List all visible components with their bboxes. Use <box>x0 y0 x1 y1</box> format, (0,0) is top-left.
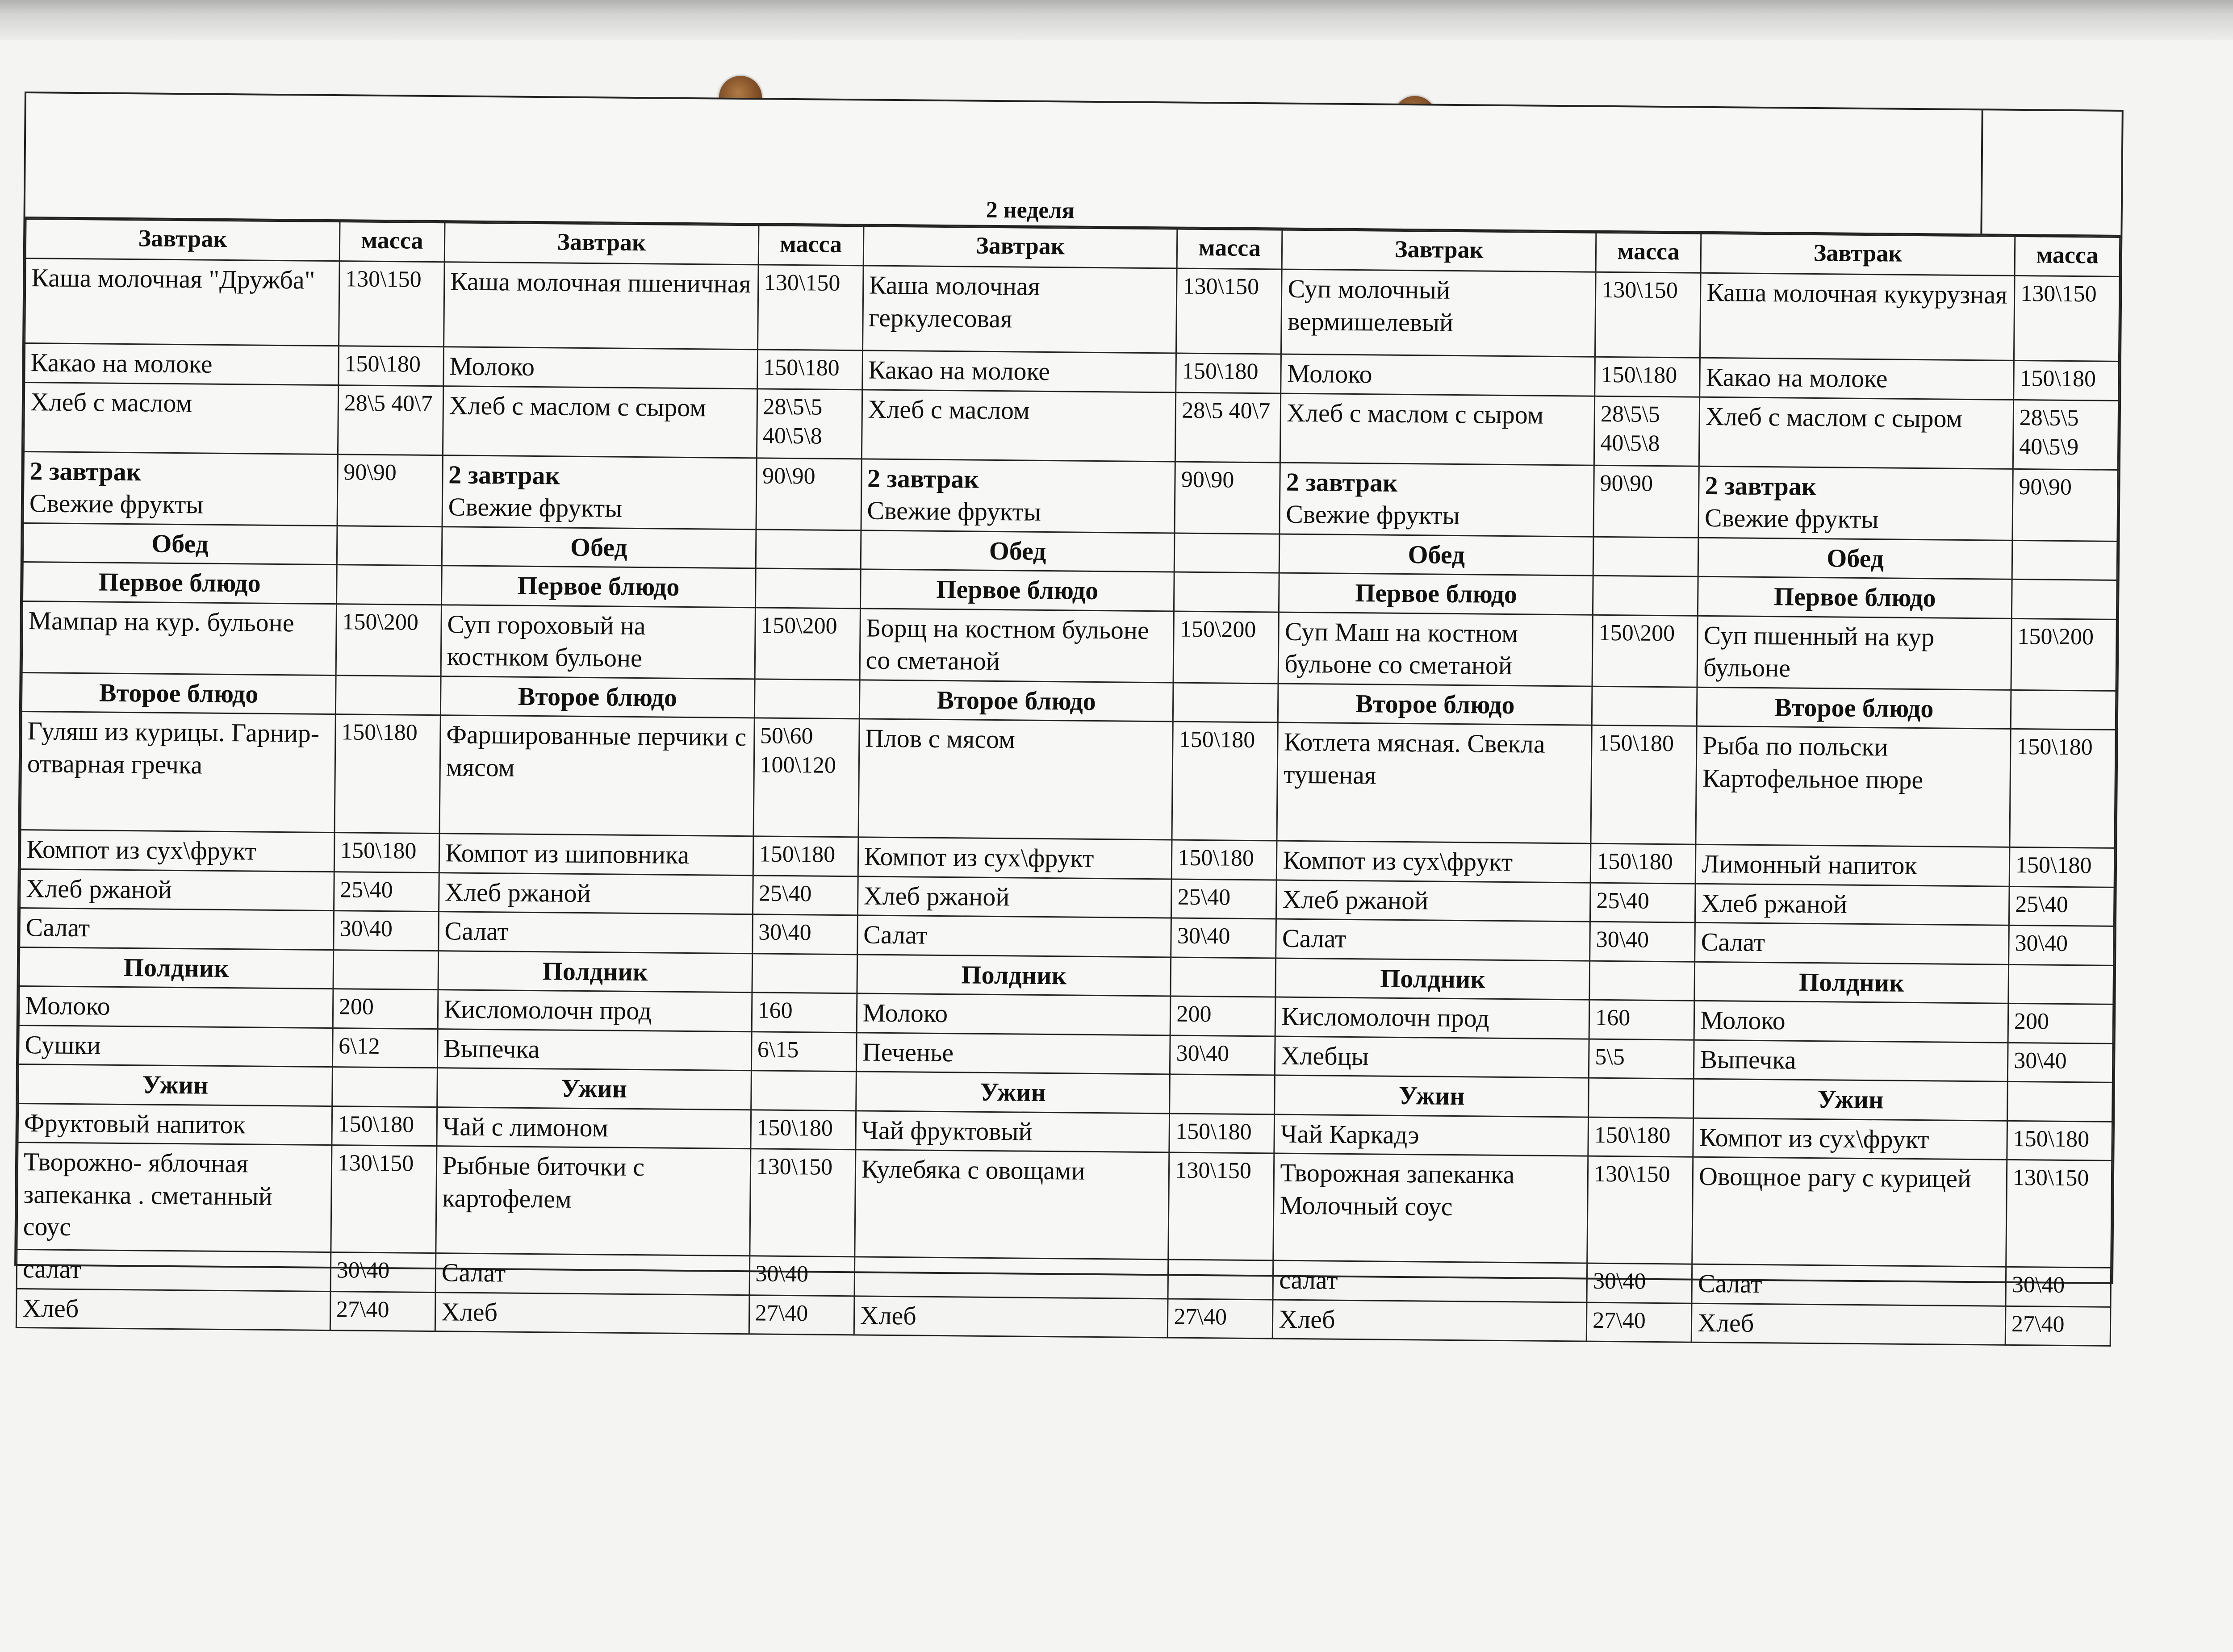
dish-mass: 130\150 <box>339 261 444 347</box>
dish-mass: 90\90 <box>337 454 443 526</box>
dish-name: Суп пшенный на кур бульоне <box>1697 616 2011 690</box>
dish-name: Суп молочный вермишелевый <box>1281 269 1596 357</box>
mass-header: масса <box>339 222 445 262</box>
dish-mass: 200 <box>2008 1003 2113 1043</box>
dish-mass: 25\40 <box>1590 883 1696 923</box>
dish-name: Каша молочная кукурузная <box>1700 273 2015 360</box>
dinner-title: Ужин <box>856 1072 1170 1114</box>
dish-name: Хлеб с маслом с сыром <box>1699 397 2014 469</box>
dish-mass: 90\90 <box>1593 465 1699 538</box>
lunch-title: Обед <box>23 523 337 565</box>
dish-name: Кисломолочн прод <box>1275 997 1590 1039</box>
dish-name: Свежие фрукты <box>1704 503 1879 534</box>
dish-mass: 25\40 <box>1171 879 1277 919</box>
dish-mass: 27\40 <box>1168 1298 1273 1339</box>
dish-mass: 28\5 40\7 <box>1175 392 1281 463</box>
dish-mass: 30\40 <box>1171 918 1276 958</box>
dish-mass: 150\180 <box>332 1106 437 1146</box>
dish-name: Салат <box>1695 922 2009 964</box>
dish-mass: 150\200 <box>1592 615 1698 687</box>
lunch-title: Обед <box>861 530 1175 572</box>
dish-mass: 150\180 <box>1176 353 1281 393</box>
dish-mass: 130\150 <box>1176 268 1282 354</box>
dish-name: Хлеб ржаной <box>1695 884 2010 926</box>
second-breakfast-cell <box>442 455 757 529</box>
dish-mass: 30\40 <box>334 911 439 951</box>
dish-name: Молоко <box>1694 1001 2008 1043</box>
dish-mass: 150\200 <box>2011 618 2116 691</box>
second-breakfast-cell <box>1698 466 2013 540</box>
second-breakfast-title: 2 завтрак <box>29 456 142 486</box>
dish-mass: 150\200 <box>1173 611 1279 684</box>
empty-mass <box>751 1071 856 1111</box>
dish-name: Хлебцы <box>1275 1036 1589 1078</box>
dish-mass: 130\150 <box>2014 275 2120 361</box>
dish-name: Каша молочная геркулесовая <box>862 266 1177 353</box>
empty-mass <box>1174 572 1280 612</box>
dish-name: салат <box>17 1249 331 1291</box>
sheet-header <box>25 93 2122 237</box>
dish-mass <box>1168 1260 1273 1300</box>
empty-mass <box>752 953 857 993</box>
dish-name: Компот из сух\фрукт <box>1693 1118 2007 1160</box>
empty-mass <box>1593 537 1698 577</box>
empty-mass <box>335 675 441 715</box>
dish-mass: 50\60 100\120 <box>753 718 859 837</box>
empty-mass <box>333 950 439 990</box>
menu-sheet <box>14 92 2124 1338</box>
dish-name: Мампар на кур. бульоне <box>22 601 336 675</box>
dish-name: Каша молочная пшеничная <box>443 262 758 350</box>
dish-mass: 25\40 <box>334 872 439 912</box>
dish-name: Котлета мясная. Свекла тушеная <box>1277 722 1592 843</box>
dish-mass: 30\40 <box>749 1256 855 1296</box>
dish-name: Выпечка <box>1694 1040 2008 1082</box>
second-breakfast-cell <box>1280 463 1594 537</box>
empty-mass <box>337 526 442 566</box>
dish-name: Хлеб с маслом <box>861 389 1176 461</box>
empty-mass <box>1170 1074 1275 1114</box>
empty-mass <box>2011 690 2116 730</box>
empty-mass <box>2008 964 2114 1005</box>
dish-mass: 150\180 <box>757 350 862 390</box>
dish-name <box>854 1257 1169 1299</box>
dish-mass: 30\40 <box>2007 1043 2113 1083</box>
dish-name: Компот из шиповника <box>439 834 753 876</box>
dish-mass: 130\150 <box>331 1145 437 1253</box>
second-breakfast-cell <box>861 459 1175 533</box>
dish-name: Хлеб ржаной <box>439 872 753 914</box>
dish-name: Хлеб ржаной <box>1276 880 1591 922</box>
dish-mass: 27\40 <box>2005 1306 2111 1346</box>
dish-mass: 90\90 <box>1175 462 1280 534</box>
dish-name: Хлеб <box>1691 1303 2006 1345</box>
dish-mass: 150\180 <box>2014 360 2119 400</box>
second-course-title: Второе блюдо <box>859 680 1174 722</box>
dish-name: Какао на молоке <box>1700 358 2014 400</box>
dinner-title: Ужин <box>1275 1075 1589 1117</box>
dish-mass: 150\180 <box>1169 1113 1275 1153</box>
dish-name: Рыбные биточки с картофелем <box>436 1146 751 1256</box>
first-course-title: Первое блюдо <box>23 562 337 604</box>
dish-name: Хлеб ржаной <box>20 869 335 911</box>
dish-mass: 28\5\5 40\5\8 <box>757 388 862 459</box>
second-course-title: Второе блюдо <box>21 672 336 714</box>
dish-mass: 150\180 <box>2007 1121 2112 1161</box>
snack-title: Полдник <box>857 954 1171 996</box>
dish-mass: 150\180 <box>1591 725 1697 844</box>
dish-mass: 150\180 <box>1590 843 1696 884</box>
dish-mass: 130\150 <box>1168 1152 1274 1260</box>
dish-name: салат <box>1273 1260 1587 1302</box>
dish-mass: 30\40 <box>1587 1263 1692 1303</box>
dish-name: Какао на молоке <box>25 343 339 385</box>
dish-mass: 25\40 <box>2009 886 2114 926</box>
empty-mass <box>756 529 861 569</box>
dish-name: Суп Маш на костном бульоне со сметаной <box>1278 612 1593 686</box>
empty-mass <box>1592 686 1697 726</box>
empty-mass <box>2011 579 2117 619</box>
dish-mass: 28\5\5 40\5\9 <box>2013 400 2118 470</box>
empty-mass <box>1175 533 1280 573</box>
breakfast-header: Завтрак <box>1282 230 1597 272</box>
dish-mass: 27\40 <box>1586 1302 1692 1343</box>
dish-mass: 30\40 <box>1170 1035 1275 1075</box>
dish-mass: 150\180 <box>335 714 440 834</box>
lunch-title: Обед <box>1280 534 1594 576</box>
table-row <box>21 711 2116 848</box>
dish-name: Кулебяка с овощами <box>854 1150 1169 1260</box>
dish-name: Гуляш из курицы. Гарнир- отварная гречка <box>21 711 335 832</box>
second-breakfast-cell <box>23 451 338 526</box>
dish-mass: 150\180 <box>334 833 439 873</box>
dish-name: Хлеб <box>854 1296 1168 1338</box>
snack-title: Полдник <box>1694 962 2009 1004</box>
mass-header: масса <box>2015 236 2120 276</box>
dish-name: Свежие фрукты <box>1285 499 1460 530</box>
second-course-title: Второе блюдо <box>440 676 755 718</box>
dish-name: Каша молочная "Дружба" <box>25 259 339 346</box>
dish-mass: 90\90 <box>756 458 861 530</box>
lunch-title: Обед <box>1698 538 2012 580</box>
menu-table <box>16 218 2121 1347</box>
dish-mass: 200 <box>1171 996 1276 1036</box>
dish-mass: 150\180 <box>753 836 858 876</box>
dish-mass: 150\200 <box>336 604 441 676</box>
dish-name: Молоко <box>443 347 758 389</box>
dish-mass: 27\40 <box>330 1291 435 1331</box>
dish-name: Борщ на костном бульоне со сметаной <box>860 608 1174 682</box>
dish-mass: 28\5\5 40\5\8 <box>1594 396 1700 466</box>
dish-name: Салат <box>439 912 753 954</box>
dish-mass: 130\150 <box>749 1149 855 1257</box>
dish-name: Салат <box>435 1253 750 1295</box>
dish-name: Лимонный напиток <box>1695 844 2010 886</box>
dish-mass: 6\15 <box>751 1031 857 1072</box>
dish-name: Салат <box>1692 1264 2006 1306</box>
dish-name: Молоко <box>1281 354 1595 396</box>
week-label: 2 неделя <box>986 197 1075 224</box>
dish-name: Кисломолочн прод <box>438 990 752 1032</box>
empty-mass <box>1173 682 1279 722</box>
dish-name: Салат <box>857 915 1171 957</box>
second-breakfast-title: 2 завтрак <box>1705 471 1817 501</box>
dish-name: Хлеб <box>16 1289 330 1331</box>
dish-name: Плов с мясом <box>858 719 1173 840</box>
empty-mass <box>1171 957 1276 997</box>
breakfast-header: Завтрак <box>444 223 759 265</box>
dish-name: Рыба по польски Картофельное пюре <box>1696 726 2011 847</box>
dish-name: Хлеб <box>435 1292 749 1334</box>
second-breakfast-title: 2 завтрак <box>1286 467 1398 497</box>
dish-mass: 150\200 <box>755 607 860 680</box>
dish-name: Свежие фрукты <box>867 496 1041 526</box>
second-course-title: Второе блюдо <box>1278 684 1593 726</box>
dish-mass: 130\150 <box>2006 1160 2112 1268</box>
dinner-title: Ужин <box>1694 1079 2008 1121</box>
dish-name: Чай Каркадэ <box>1274 1114 1589 1156</box>
empty-mass <box>755 568 861 609</box>
menu-table-body <box>16 219 2120 1346</box>
dish-mass: 30\40 <box>1590 922 1695 962</box>
header-right-box <box>1980 110 2121 235</box>
dish-name: Чай фруктовый <box>855 1110 1170 1152</box>
dish-name: Свежие фрукты <box>29 488 204 519</box>
first-course-title: Первое блюдо <box>1698 576 2012 618</box>
dish-mass: 150\180 <box>2010 729 2116 848</box>
dish-name: Выпечка <box>437 1029 752 1071</box>
first-course-title: Первое блюдо <box>1279 573 1593 615</box>
empty-mass <box>2007 1081 2113 1122</box>
dish-mass: 5\5 <box>1589 1039 1694 1079</box>
dish-mass: 30\40 <box>2006 1267 2111 1307</box>
breakfast-header: Завтрак <box>25 219 340 261</box>
dish-name: Салат <box>1276 919 1590 961</box>
breakfast-header: Завтрак <box>863 226 1178 268</box>
second-course-title: Второе блюдо <box>1697 687 2011 729</box>
dish-mass: 150\180 <box>1172 840 1277 880</box>
dish-name: Овощное рагу с курицей <box>1692 1157 2007 1267</box>
dish-name: Хлеб <box>1273 1299 1587 1341</box>
dish-mass: 150\180 <box>339 346 444 386</box>
dish-name: Свежие фрукты <box>448 492 623 523</box>
dish-mass: 25\40 <box>753 875 858 915</box>
dish-mass: 28\5 40\7 <box>338 385 443 455</box>
dish-name: Творожно- яблочная запеканка . сметанный соус <box>17 1142 332 1252</box>
dish-name: Молоко <box>857 993 1171 1035</box>
dish-name: Печенье <box>856 1032 1171 1074</box>
second-breakfast-title: 2 завтрак <box>867 463 979 494</box>
dish-name: Чай с лимоном <box>437 1107 751 1149</box>
dish-mass: 130\150 <box>1587 1156 1693 1264</box>
mass-header: масса <box>1177 229 1283 269</box>
snack-title: Полдник <box>1275 958 1590 1000</box>
dish-name: Суп гороховый на костнком бульоне <box>441 605 755 679</box>
dish-mass: 30\40 <box>2009 925 2114 965</box>
empty-mass <box>336 565 442 605</box>
first-course-title: Первое блюдо <box>441 566 756 608</box>
table-row <box>17 1142 2112 1268</box>
dish-mass: 160 <box>752 993 857 1033</box>
scan-edge-top <box>0 0 2233 40</box>
empty-mass <box>754 679 860 719</box>
empty-mass <box>1593 576 1698 616</box>
dish-name: Компот из сух\фрукт <box>1277 841 1591 883</box>
dish-mass: 150\180 <box>1595 357 1700 397</box>
dish-name: Хлеб с маслом <box>24 382 338 454</box>
second-breakfast-title: 2 завтрак <box>448 459 560 490</box>
dish-mass: 30\40 <box>330 1252 436 1293</box>
dish-name: Фруктовый напиток <box>18 1103 332 1145</box>
dish-mass: 160 <box>1589 1000 1694 1040</box>
dish-mass: 6\12 <box>332 1028 438 1068</box>
mass-header: масса <box>758 225 864 266</box>
dish-name: Молоко <box>19 986 333 1028</box>
dish-mass: 30\40 <box>752 914 857 955</box>
dish-mass: 150\180 <box>1172 722 1278 841</box>
dish-name: Хлеб с маслом с сыром <box>443 386 757 458</box>
dish-name: Сушки <box>18 1025 333 1067</box>
empty-mass <box>1589 1078 1694 1118</box>
dish-name: Салат <box>20 908 334 950</box>
dish-name: Компот из сух\фрукт <box>858 837 1172 879</box>
empty-mass <box>2012 540 2117 580</box>
dish-name: Хлеб ржаной <box>857 876 1172 918</box>
snack-title: Полдник <box>19 947 334 989</box>
dish-mass: 150\180 <box>1588 1117 1694 1157</box>
dish-name: Фаршированные перчики с мясом <box>439 715 754 836</box>
first-course-title: Первое блюдо <box>860 569 1175 611</box>
breakfast-header: Завтрак <box>1701 234 2015 275</box>
dish-mass: 150\180 <box>750 1110 856 1150</box>
dish-mass: 150\180 <box>2009 847 2115 887</box>
dish-name: Какао на молоке <box>862 350 1176 392</box>
dish-name: Творожная запеканка Молочный соус <box>1273 1153 1588 1263</box>
dish-mass: 130\150 <box>757 265 863 350</box>
empty-mass <box>332 1067 437 1107</box>
snack-title: Полдник <box>438 951 753 993</box>
empty-mass <box>1589 961 1695 1001</box>
dish-name: Компот из сух\фрукт <box>20 830 335 872</box>
dinner-title: Ужин <box>18 1064 333 1106</box>
dish-mass: 200 <box>333 989 438 1029</box>
dish-name: Хлеб с маслом с сыром <box>1280 393 1595 465</box>
dish-mass: 90\90 <box>2012 469 2118 541</box>
dish-mass: 130\150 <box>1595 272 1701 358</box>
lunch-title: Обед <box>442 526 756 568</box>
dinner-title: Ужин <box>437 1068 751 1110</box>
dish-mass: 27\40 <box>749 1295 854 1335</box>
mass-header: масса <box>1596 233 1701 273</box>
